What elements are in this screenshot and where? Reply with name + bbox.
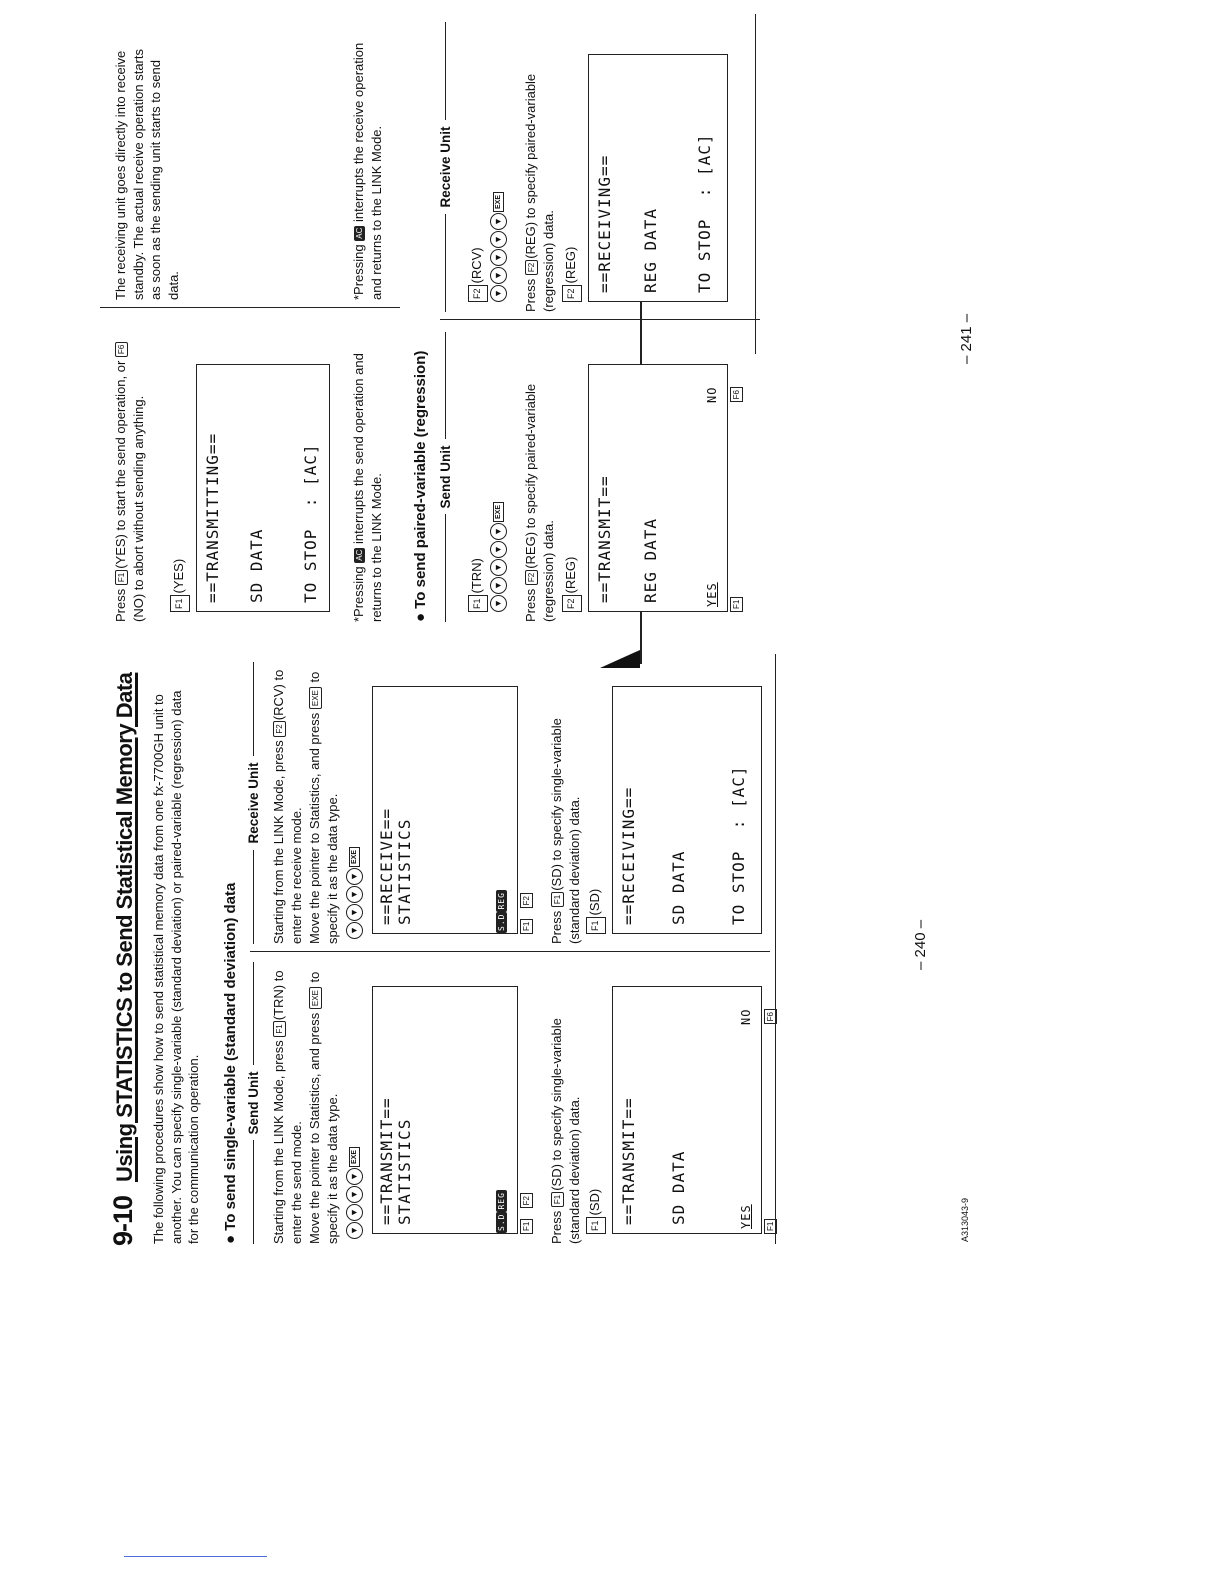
down-arrow-key-icon: ▼: [490, 213, 507, 230]
exe-key-icon: EXE: [309, 687, 322, 709]
lcd-line: ==TRANSMIT==: [377, 1097, 396, 1225]
op-label: (TRN): [469, 558, 485, 594]
f1-key-icon: F1: [551, 892, 564, 907]
down-arrow-key-icon: ▼: [346, 886, 363, 903]
lcd-line: ==RECEIVING==: [595, 154, 614, 293]
lcd-send-reg: [588, 364, 728, 612]
lcd-line: ==TRANSMITTING==: [203, 432, 222, 603]
paired-receive-op1: [468, 247, 488, 302]
down-arrow-key-icon: ▼: [490, 559, 507, 576]
receive-press-sd: [548, 662, 583, 944]
press-text: Press: [549, 910, 564, 944]
exe-key-icon: EXE: [309, 987, 322, 1009]
lcd-softkey-row: [491, 890, 510, 933]
send-step2-text: Move the pointer to Statistics, and press: [307, 1012, 322, 1244]
lcd-line: STATISTICS: [395, 818, 414, 925]
page-number-left: – 240 –: [912, 919, 929, 970]
down-arrow-key-icon: ▼: [490, 249, 507, 266]
f2-key-icon: F2: [520, 893, 533, 908]
lcd-line: SD DATA: [669, 1150, 688, 1225]
send-op-sd: [586, 1189, 606, 1234]
f2-key-icon: F2: [525, 260, 538, 275]
op-label: (REG): [563, 246, 579, 284]
f2-key-icon: F2: [520, 1193, 533, 1208]
down-arrow-key-icon: ▼: [490, 231, 507, 248]
lcd-line: ==TRANSMIT==: [619, 1097, 638, 1225]
down-arrow-key-icon: ▼: [490, 285, 507, 302]
receive-step1-text-b: (RCV) to enter the receive mode.: [271, 669, 304, 944]
send-unit-label: Send Unit: [246, 1071, 261, 1135]
lcd-transmitting: [196, 364, 330, 612]
paired-receive-press: [522, 22, 557, 312]
exe-key-icon: EXE: [349, 1147, 360, 1167]
confirm-text-c: (NO) to abort without sending anything.: [130, 395, 146, 622]
lcd-send-sd: [612, 986, 762, 1234]
sd-softkey: S.D: [497, 1213, 506, 1231]
f1-key-icon: F1: [115, 570, 128, 585]
lcd-softkey-row: [491, 1190, 510, 1233]
send-unit-header: [246, 962, 261, 1244]
receive-step2-text-b: to specify it as the data type.: [307, 671, 340, 944]
press-text-b: (REG) to specify paired-variable (regression) data.: [523, 383, 556, 622]
f1-key-icon: F1: [170, 595, 190, 612]
down-arrow-key-icon: ▼: [346, 1186, 363, 1203]
down-arrow-key-icon: ▼: [346, 922, 363, 939]
down-arrow-key-icon: ▼: [490, 267, 507, 284]
lcd-line: TO STOP : [AC]: [301, 443, 320, 603]
send-step1-text: Starting from the LINK Mode, press: [271, 1040, 286, 1244]
down-arrow-key-icon: ▼: [490, 577, 507, 594]
confirm-text: Press: [113, 588, 128, 622]
f2-key-icon: F2: [468, 285, 488, 302]
lcd-line: ==TRANSMIT==: [595, 475, 614, 603]
fold-marker-icon: [600, 650, 640, 668]
arrow-key-sequence: [490, 192, 508, 302]
down-arrow-key-icon: ▼: [490, 595, 507, 612]
lcd-no: NO: [739, 1008, 753, 1025]
press-text: Press: [523, 588, 538, 622]
lcd-no: NO: [705, 386, 719, 403]
send-unit-header: [438, 332, 453, 622]
send-unit-label: Send Unit: [438, 445, 453, 509]
f2-key-icon: F2: [562, 595, 582, 612]
press-text-b: (SD) to specify single-variable (standard deviation) data.: [549, 1018, 582, 1244]
arrow-key-sequence: [490, 502, 508, 612]
lcd-line: STATISTICS: [395, 1118, 414, 1225]
send-step2-text-b: to specify it as the data type.: [307, 971, 340, 1244]
down-arrow-key-icon: ▼: [346, 868, 363, 885]
send-interrupt-note: [350, 316, 385, 622]
receive-step1-text: Starting from the LINK Mode, press: [271, 740, 286, 944]
page-number-right: – 241 –: [958, 313, 975, 364]
f1-key-icon: F1: [551, 1192, 564, 1207]
reg-softkey: REG: [497, 1192, 506, 1210]
paired-heading-text: To send paired-variable (regression): [412, 350, 429, 609]
f6-key-icon: F6: [730, 387, 743, 402]
send-press-sd: [548, 962, 583, 1244]
press-text-b: (REG) to specify paired-variable (regression) data.: [523, 73, 556, 312]
note-text: *Pressing: [351, 566, 366, 622]
paired-send-op: [562, 557, 582, 612]
column-divider: [440, 319, 760, 320]
lcd-send-statistics: [372, 986, 518, 1234]
receive-op-sd: [586, 889, 606, 934]
arrow-key-sequence: [346, 847, 364, 939]
lcd-receive-statistics: [372, 686, 518, 934]
lcd-line: ==RECEIVING==: [619, 786, 638, 925]
exe-key-icon: EXE: [493, 192, 504, 212]
lcd-line: ==RECEIVE==: [377, 808, 396, 925]
sd-softkey: S.D: [497, 913, 506, 931]
f1-key-icon: F1: [273, 1021, 286, 1036]
paired-send-press: [522, 332, 557, 622]
page-bottom-rule: [755, 14, 756, 354]
exe-key-icon: EXE: [493, 502, 504, 522]
confirm-op: [170, 559, 190, 612]
column-divider: [100, 307, 400, 308]
exe-key-icon: EXE: [349, 847, 360, 867]
receive-interrupt-note: [350, 34, 385, 300]
receive-step2-text: Move the pointer to Statistics, and press: [307, 712, 322, 944]
f1-key-icon: F1: [586, 917, 606, 934]
f1-key-icon: F1: [468, 595, 488, 612]
paired-send-op1: [468, 558, 488, 612]
section-number: 9-10: [108, 1195, 138, 1246]
lcd-line: TO STOP : [AC]: [729, 765, 748, 925]
fkey-row: [520, 893, 533, 934]
f1-key-icon: F1: [764, 1219, 777, 1234]
ac-key-icon: AC: [355, 227, 365, 239]
receive-unit-header: [246, 662, 261, 944]
op-label: (REG): [563, 556, 579, 594]
lcd-line: SD DATA: [247, 528, 266, 603]
paired-heading: ● To send paired-variable (regression): [412, 350, 429, 622]
reg-softkey: REG: [497, 892, 506, 910]
down-arrow-key-icon: ▼: [346, 1222, 363, 1239]
receive-unit-label: Receive Unit: [246, 762, 261, 844]
note-text: *Pressing: [351, 244, 366, 300]
lcd-yes: YES: [739, 1204, 753, 1229]
op-label: (YES): [171, 558, 187, 594]
lcd-line: SD DATA: [669, 850, 688, 925]
single-heading: ● To send single-variable (standard deviation) data: [222, 882, 239, 1244]
press-text: Press: [523, 278, 538, 312]
confirm-paragraph: [112, 316, 147, 622]
confirm-text-b: (YES) to start the send operation, or: [113, 360, 128, 569]
page-bottom-rule: [775, 654, 776, 1244]
column-divider: [250, 951, 770, 952]
arrow-key-sequence: [346, 1147, 364, 1239]
fkey-row: [520, 1193, 533, 1234]
down-arrow-key-icon: ▼: [490, 541, 507, 558]
page-title: Using STATISTICS to Send Statistical Memory Data: [112, 672, 137, 1182]
down-arrow-key-icon: ▼: [490, 523, 507, 540]
fkey-row: [730, 387, 743, 612]
op-label: (SD): [587, 1188, 603, 1216]
down-arrow-key-icon: ▼: [346, 904, 363, 921]
note-text-b: interrupts the receive operation and returns to the LINK Mode.: [351, 42, 384, 300]
paired-receive-op: [562, 247, 582, 302]
ac-key-icon: AC: [355, 549, 365, 561]
press-text: Press: [549, 1210, 564, 1244]
f6-key-icon: F6: [115, 342, 128, 357]
lcd-receiving-sd: [612, 686, 762, 934]
lcd-receiving-reg: [588, 54, 728, 302]
f1-key-icon: F1: [730, 597, 743, 612]
lcd-line: TO STOP : [AC]: [695, 133, 714, 293]
send-step1-text-b: (TRN) to enter the send mode.: [271, 970, 304, 1244]
lcd-yes: YES: [705, 582, 719, 607]
print-code: A313043-9: [960, 1197, 970, 1242]
f6-key-icon: F6: [764, 1009, 777, 1024]
receive-unit-header: [438, 22, 453, 312]
press-text-b: (SD) to specify single-variable (standard deviation) data.: [549, 718, 582, 944]
op-label: (RCV): [469, 247, 485, 284]
bottom-blue-rule: [124, 1556, 267, 1557]
op-label: (SD): [587, 888, 603, 916]
lcd-line: REG DATA: [641, 517, 660, 603]
receive-unit-label: Receive Unit: [438, 126, 453, 208]
f2-key-icon: F2: [562, 285, 582, 302]
f2-key-icon: F2: [525, 570, 538, 585]
receive-step1: [270, 662, 305, 944]
note-text-b: interrupts the send operation and returns to the LINK Mode.: [351, 353, 384, 622]
down-arrow-key-icon: ▼: [346, 1168, 363, 1185]
f2-key-icon: F2: [273, 721, 286, 736]
receive-step2: [306, 662, 341, 944]
f1-key-icon: F1: [586, 1217, 606, 1234]
single-heading-text: To send single-variable (standard deviation) data: [222, 882, 239, 1231]
f1-key-icon: F1: [520, 919, 533, 934]
lcd-line: REG DATA: [641, 207, 660, 293]
intro-paragraph: The following procedures show how to send statistical memory data from one fx-7700GH unit to another. You can specify single-variable (standard deviation) or paired-variable (regression) data for the communication operation.: [151, 690, 201, 1244]
receive-standby-paragraph: The receiving unit goes directly into receive standby. The actual receive operation starts as soon as the sending unit starts to send data.: [113, 49, 181, 300]
down-arrow-key-icon: ▼: [346, 1204, 363, 1221]
send-step2: [306, 962, 341, 1244]
f1-key-icon: F1: [520, 1219, 533, 1234]
send-step1: [270, 962, 305, 1244]
